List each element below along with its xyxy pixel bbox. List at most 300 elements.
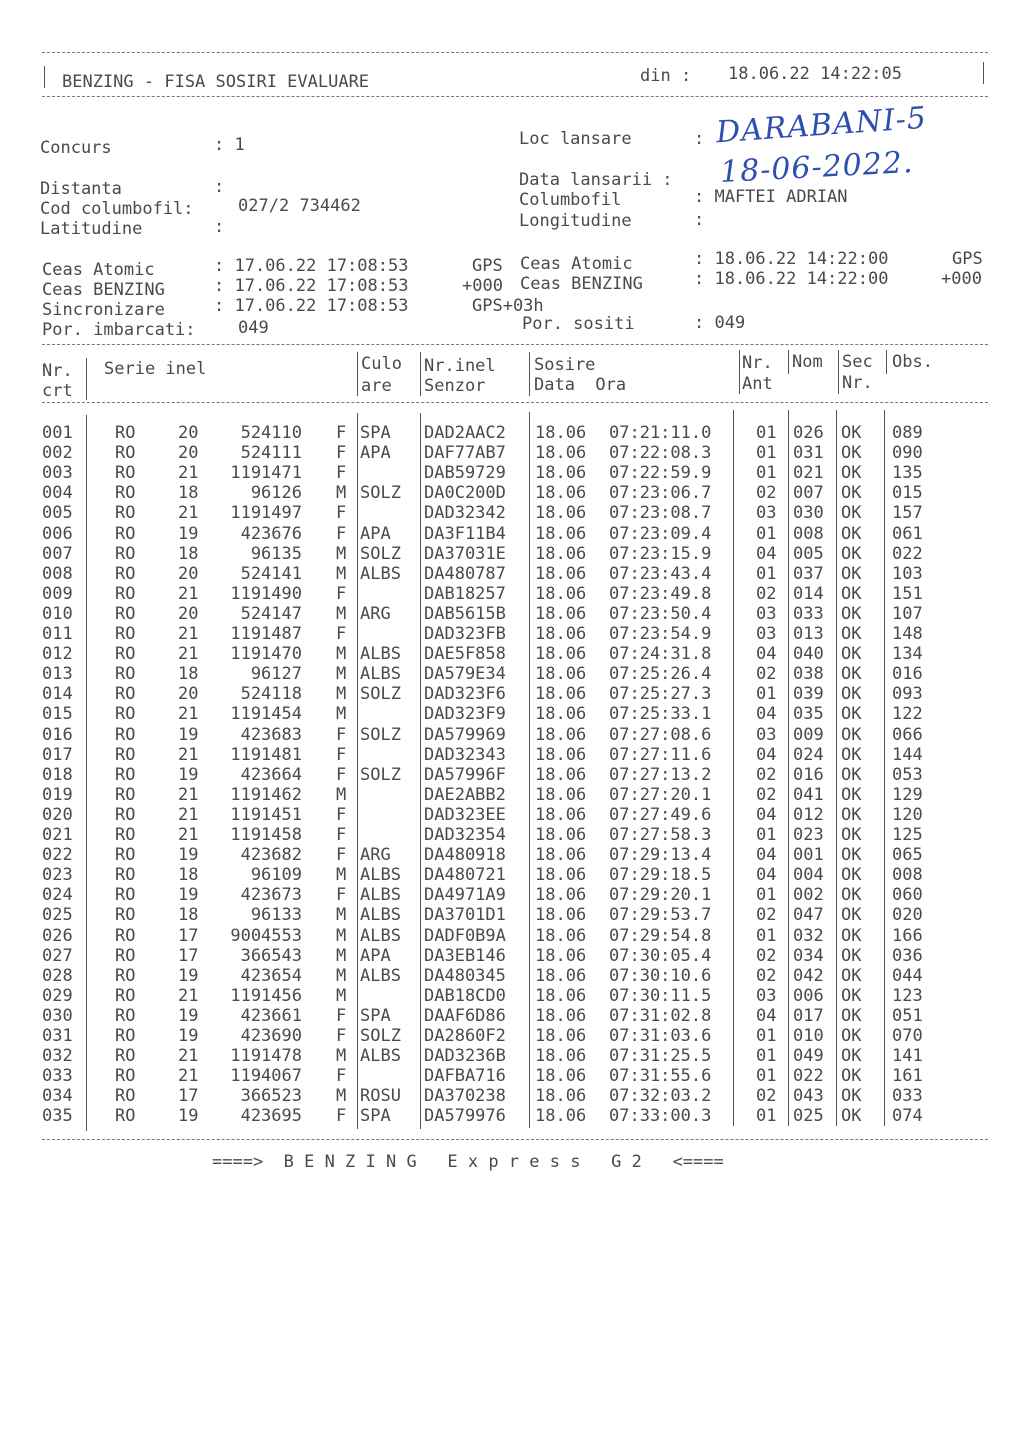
row-inel: 423664 xyxy=(240,764,302,785)
row-culoare: APA xyxy=(360,523,391,544)
row-data: 18.06 xyxy=(535,985,587,1006)
row-obs: 151 xyxy=(892,583,923,604)
row-tara: RO xyxy=(115,563,136,584)
row-culoare: ALBS xyxy=(360,905,401,926)
row-culoare: APA xyxy=(360,945,391,966)
row-sex: F xyxy=(336,463,347,484)
table-row xyxy=(42,604,982,624)
row-inel: 1191481 xyxy=(230,744,302,765)
row-ant: 02 xyxy=(756,1086,777,1107)
row-data: 18.06 xyxy=(535,644,587,665)
row-data: 18.06 xyxy=(535,1005,587,1026)
row-sec: OK xyxy=(841,624,862,644)
table-row xyxy=(42,584,982,604)
row-tara: RO xyxy=(115,724,136,745)
table-row xyxy=(42,503,982,523)
row-data: 18.06 xyxy=(535,764,587,785)
row-an: 21 xyxy=(178,503,199,524)
row-sex: M xyxy=(336,865,347,886)
col-sec-header-2: Nr. xyxy=(842,373,873,393)
row-ora: 07:23:54.9 xyxy=(609,624,712,644)
row-ora: 07:29:53.7 xyxy=(609,905,712,926)
table-row xyxy=(42,885,982,905)
row-ora: 07:31:25.5 xyxy=(609,1046,712,1067)
row-senzor: DA3EB146 xyxy=(424,945,506,966)
longitudine-label: Longitudine xyxy=(519,211,632,231)
row-data: 18.06 xyxy=(535,463,587,484)
row-obs: 016 xyxy=(892,664,923,685)
row-ant: 03 xyxy=(756,603,777,624)
table-row xyxy=(42,443,982,463)
row-ant: 04 xyxy=(756,704,777,725)
row-nr: 010 xyxy=(42,603,73,624)
row-inel: 423683 xyxy=(240,724,302,745)
row-ant: 01 xyxy=(756,825,777,845)
row-an: 18 xyxy=(178,543,199,564)
row-senzor: DA480918 xyxy=(424,845,506,866)
latitudine-value: : xyxy=(214,217,225,237)
row-tara: RO xyxy=(115,483,136,504)
row-senzor: DA0C200D xyxy=(424,483,506,504)
table-row xyxy=(42,524,982,544)
table-row xyxy=(42,684,982,704)
row-ora: 07:23:08.7 xyxy=(609,503,712,524)
row-obs: 051 xyxy=(892,1005,923,1026)
row-nom: 002 xyxy=(793,885,824,906)
row-inel: 96109 xyxy=(250,865,302,886)
row-an: 17 xyxy=(178,1086,199,1107)
row-inel: 524147 xyxy=(240,603,302,624)
row-obs: 120 xyxy=(892,804,923,825)
row-sex: M xyxy=(336,644,347,665)
row-sec: OK xyxy=(841,463,862,484)
row-sex: F xyxy=(336,1106,347,1127)
row-sec: OK xyxy=(841,784,862,805)
footer-text: ====> B E N Z I N G E x p r e s s G 2 <==== xyxy=(212,1152,724,1172)
row-data: 18.06 xyxy=(535,603,587,624)
row-nom: 005 xyxy=(793,543,824,564)
row-ant: 01 xyxy=(756,1046,777,1067)
row-ant: 01 xyxy=(756,1066,777,1087)
row-nom: 034 xyxy=(793,945,824,966)
row-ora: 07:22:08.3 xyxy=(609,443,712,464)
row-nom: 016 xyxy=(793,764,824,785)
row-data: 18.06 xyxy=(535,483,587,504)
row-nr: 028 xyxy=(42,965,73,986)
row-an: 21 xyxy=(178,784,199,805)
row-senzor: DAB18CD0 xyxy=(424,985,506,1006)
row-ora: 07:27:20.1 xyxy=(609,784,712,805)
row-culoare: ALBS xyxy=(360,644,401,665)
row-an: 18 xyxy=(178,905,199,926)
row-ora: 07:23:49.8 xyxy=(609,583,712,604)
row-nr: 001 xyxy=(42,423,73,443)
row-sec: OK xyxy=(841,563,862,584)
row-sec: OK xyxy=(841,644,862,665)
row-ant: 02 xyxy=(756,483,777,504)
row-nom: 032 xyxy=(793,925,824,946)
row-culoare: SPA xyxy=(360,423,391,443)
row-tara: RO xyxy=(115,804,136,825)
row-tara: RO xyxy=(115,443,136,464)
row-nr: 002 xyxy=(42,443,73,464)
row-an: 17 xyxy=(178,925,199,946)
row-an: 19 xyxy=(178,724,199,745)
row-obs: 033 xyxy=(892,1086,923,1107)
row-an: 19 xyxy=(178,523,199,544)
row-sec: OK xyxy=(841,704,862,725)
row-data: 18.06 xyxy=(535,583,587,604)
table-row xyxy=(42,483,982,503)
body-sep xyxy=(788,410,789,1126)
row-sec: OK xyxy=(841,724,862,745)
row-inel: 423695 xyxy=(240,1106,302,1127)
row-nom: 021 xyxy=(793,463,824,484)
row-inel: 524118 xyxy=(240,684,302,705)
header-sep xyxy=(838,350,839,394)
row-culoare: ALBS xyxy=(360,865,401,886)
ceas-atomic-right-suffix: GPS xyxy=(952,249,983,269)
body-sep xyxy=(836,410,837,1126)
row-ant: 02 xyxy=(756,764,777,785)
row-an: 17 xyxy=(178,945,199,966)
row-sex: F xyxy=(336,443,347,464)
row-data: 18.06 xyxy=(535,684,587,705)
row-sex: F xyxy=(336,1026,347,1046)
row-obs: 070 xyxy=(892,1026,923,1046)
row-an: 21 xyxy=(178,1046,199,1067)
row-sec: OK xyxy=(841,965,862,986)
row-ora: 07:29:20.1 xyxy=(609,885,712,906)
row-culoare: ROSU xyxy=(360,1086,401,1107)
row-data: 18.06 xyxy=(535,443,587,464)
table-row xyxy=(42,564,982,584)
ceas-benzing-right-suffix: +000 xyxy=(941,269,982,289)
row-ora: 07:25:26.4 xyxy=(609,664,712,685)
row-nom: 013 xyxy=(793,624,824,644)
row-sec: OK xyxy=(841,543,862,564)
row-nom: 047 xyxy=(793,905,824,926)
row-ant: 04 xyxy=(756,845,777,866)
row-an: 19 xyxy=(178,965,199,986)
ceas-benzing-value: : 17.06.22 17:08:53 xyxy=(214,276,409,296)
row-ant: 01 xyxy=(756,885,777,906)
row-sex: F xyxy=(336,583,347,604)
table-row xyxy=(42,704,982,724)
row-sex: F xyxy=(336,1066,347,1087)
row-senzor: DA579969 xyxy=(424,724,506,745)
row-sex: F xyxy=(336,744,347,765)
row-ora: 07:23:50.4 xyxy=(609,603,712,624)
header-sep xyxy=(739,350,740,394)
row-nr: 005 xyxy=(42,503,73,524)
row-obs: 144 xyxy=(892,744,923,765)
row-senzor: DAD323FB xyxy=(424,624,506,644)
row-nom: 039 xyxy=(793,684,824,705)
row-obs: 122 xyxy=(892,704,923,725)
row-senzor: DADF0B9A xyxy=(424,925,506,946)
row-an: 19 xyxy=(178,885,199,906)
row-tara: RO xyxy=(115,985,136,1006)
row-culoare: ALBS xyxy=(360,1046,401,1067)
row-an: 20 xyxy=(178,563,199,584)
row-obs: 015 xyxy=(892,483,923,504)
row-culoare: SPA xyxy=(360,1106,391,1127)
row-sec: OK xyxy=(841,423,862,443)
row-sex: M xyxy=(336,483,347,504)
row-ant: 01 xyxy=(756,523,777,544)
row-inel: 1191456 xyxy=(230,985,302,1006)
row-ant: 01 xyxy=(756,1106,777,1127)
row-an: 19 xyxy=(178,1026,199,1046)
row-sec: OK xyxy=(841,1106,862,1127)
row-obs: 093 xyxy=(892,684,923,705)
row-sec: OK xyxy=(841,1086,862,1107)
row-obs: 036 xyxy=(892,945,923,966)
row-tara: RO xyxy=(115,925,136,946)
row-nr: 009 xyxy=(42,583,73,604)
row-nom: 043 xyxy=(793,1086,824,1107)
row-culoare: ALBS xyxy=(360,563,401,584)
row-sex: M xyxy=(336,965,347,986)
row-obs: 134 xyxy=(892,644,923,665)
row-inel: 423654 xyxy=(240,965,302,986)
row-sex: M xyxy=(336,563,347,584)
table-row xyxy=(42,664,982,684)
table-row xyxy=(42,905,982,925)
row-nr: 031 xyxy=(42,1026,73,1046)
row-nr: 018 xyxy=(42,764,73,785)
row-nom: 022 xyxy=(793,1066,824,1087)
col-culoare-header-2: are xyxy=(361,376,392,396)
row-tara: RO xyxy=(115,624,136,644)
row-nom: 037 xyxy=(793,563,824,584)
row-inel: 9004553 xyxy=(230,925,302,946)
row-obs: 020 xyxy=(892,905,923,926)
concurs-label: Concurs xyxy=(40,138,112,158)
row-an: 20 xyxy=(178,423,199,443)
row-ora: 07:25:33.1 xyxy=(609,704,712,725)
row-obs: 053 xyxy=(892,764,923,785)
ceas-benzing-right-label: Ceas BENZING xyxy=(520,274,643,294)
row-nr: 007 xyxy=(42,543,73,564)
row-ant: 01 xyxy=(756,563,777,584)
header-sep xyxy=(357,352,358,396)
row-tara: RO xyxy=(115,503,136,524)
row-senzor: DAFBA716 xyxy=(424,1066,506,1087)
row-ora: 07:25:27.3 xyxy=(609,684,712,705)
row-sex: F xyxy=(336,523,347,544)
row-sec: OK xyxy=(841,825,862,845)
row-inel: 423676 xyxy=(240,523,302,544)
row-an: 21 xyxy=(178,804,199,825)
row-nr: 022 xyxy=(42,845,73,866)
row-obs: 089 xyxy=(892,423,923,443)
row-ora: 07:21:11.0 xyxy=(609,423,712,443)
row-data: 18.06 xyxy=(535,563,587,584)
row-nom: 049 xyxy=(793,1046,824,1067)
row-nom: 023 xyxy=(793,825,824,845)
row-culoare: SOLZ xyxy=(360,724,401,745)
row-data: 18.06 xyxy=(535,704,587,725)
row-ant: 02 xyxy=(756,664,777,685)
row-ora: 07:23:09.4 xyxy=(609,523,712,544)
cod-columbofil-value: 027/2 734462 xyxy=(238,196,361,216)
row-nom: 042 xyxy=(793,965,824,986)
ceas-atomic-label: Ceas Atomic xyxy=(42,260,155,280)
row-an: 20 xyxy=(178,684,199,705)
row-culoare: SPA xyxy=(360,1005,391,1026)
header-right-bar xyxy=(983,62,984,84)
table-row xyxy=(42,1006,982,1026)
row-ant: 03 xyxy=(756,985,777,1006)
row-sex: F xyxy=(336,885,347,906)
row-sec: OK xyxy=(841,443,862,464)
row-obs: 123 xyxy=(892,985,923,1006)
table-row xyxy=(42,926,982,946)
col-sosire-header-2: Data Ora xyxy=(534,375,627,395)
row-ora: 07:32:03.2 xyxy=(609,1086,712,1107)
row-nr: 017 xyxy=(42,744,73,765)
row-nom: 026 xyxy=(793,423,824,443)
row-an: 21 xyxy=(178,644,199,665)
row-tara: RO xyxy=(115,463,136,484)
row-inel: 1191490 xyxy=(230,583,302,604)
row-inel: 423673 xyxy=(240,885,302,906)
row-data: 18.06 xyxy=(535,965,587,986)
row-senzor: DAD32354 xyxy=(424,825,506,845)
table-row xyxy=(42,825,982,845)
row-ora: 07:31:02.8 xyxy=(609,1005,712,1026)
concurs-value: : 1 xyxy=(214,135,245,155)
row-obs: 148 xyxy=(892,624,923,644)
row-sec: OK xyxy=(841,1005,862,1026)
row-tara: RO xyxy=(115,1086,136,1107)
table-row xyxy=(42,966,982,986)
body-sep xyxy=(529,412,530,1128)
row-culoare: ALBS xyxy=(360,925,401,946)
row-sex: F xyxy=(336,764,347,785)
col-ant-header-2: Ant xyxy=(742,374,773,394)
row-nr: 029 xyxy=(42,985,73,1006)
row-sec: OK xyxy=(841,684,862,705)
table-bottom-border xyxy=(42,1139,988,1140)
row-an: 21 xyxy=(178,624,199,644)
body-sep xyxy=(357,413,358,1129)
row-inel: 1191487 xyxy=(230,624,302,644)
row-data: 18.06 xyxy=(535,945,587,966)
row-nom: 007 xyxy=(793,483,824,504)
report-date-label: din : xyxy=(640,66,692,86)
table-top-border xyxy=(42,344,988,345)
row-data: 18.06 xyxy=(535,885,587,906)
row-sex: M xyxy=(336,1086,347,1107)
row-sex: M xyxy=(336,543,347,564)
row-sex: F xyxy=(336,804,347,825)
header-sep xyxy=(788,350,789,374)
row-senzor: DA4971A9 xyxy=(424,885,506,906)
table-row xyxy=(42,1106,982,1126)
row-culoare: SOLZ xyxy=(360,543,401,564)
row-inel: 423661 xyxy=(240,1005,302,1026)
row-tara: RO xyxy=(115,1005,136,1026)
row-tara: RO xyxy=(115,945,136,966)
ceas-atomic-value: : 17.06.22 17:08:53 xyxy=(214,256,409,276)
loc-lansare-label: Loc lansare xyxy=(519,129,632,149)
cod-columbofil-label: Cod columbofil: xyxy=(40,199,194,219)
row-tara: RO xyxy=(115,1046,136,1067)
row-sex: F xyxy=(336,845,347,866)
table-row xyxy=(42,1086,982,1106)
row-ora: 07:29:13.4 xyxy=(609,845,712,866)
row-inel: 423690 xyxy=(240,1026,302,1046)
row-obs: 107 xyxy=(892,603,923,624)
row-nom: 024 xyxy=(793,744,824,765)
row-sec: OK xyxy=(841,845,862,866)
row-senzor: DA480787 xyxy=(424,563,506,584)
loc-lansare-colon: : xyxy=(694,129,705,149)
row-data: 18.06 xyxy=(535,784,587,805)
row-obs: 090 xyxy=(892,443,923,464)
row-culoare: ARG xyxy=(360,603,391,624)
row-data: 18.06 xyxy=(535,1026,587,1046)
col-obs-header: Obs. xyxy=(892,352,933,372)
row-inel: 1191470 xyxy=(230,644,302,665)
row-senzor: DAB5615B xyxy=(424,603,506,624)
row-ora: 07:27:58.3 xyxy=(609,825,712,845)
row-nom: 008 xyxy=(793,523,824,544)
row-senzor: DAB18257 xyxy=(424,583,506,604)
row-tara: RO xyxy=(115,423,136,443)
row-senzor: DAF77AB7 xyxy=(424,443,506,464)
sincronizare-value: : 17.06.22 17:08:53 xyxy=(214,296,409,316)
row-sex: M xyxy=(336,985,347,1006)
imbarcati-label: Por. imbarcati: xyxy=(42,320,196,340)
row-senzor: DAE5F858 xyxy=(424,644,506,665)
row-obs: 141 xyxy=(892,1046,923,1067)
row-ant: 03 xyxy=(756,724,777,745)
row-inel: 1191462 xyxy=(230,784,302,805)
row-nr: 020 xyxy=(42,804,73,825)
latitudine-label: Latitudine xyxy=(40,219,143,239)
row-nom: 040 xyxy=(793,644,824,665)
row-an: 18 xyxy=(178,664,199,685)
row-inel: 1191497 xyxy=(230,503,302,524)
row-senzor: DAD32342 xyxy=(424,503,506,524)
table-row xyxy=(42,946,982,966)
row-nom: 009 xyxy=(793,724,824,745)
table-row xyxy=(42,785,982,805)
table-row xyxy=(42,765,982,785)
row-inel: 524111 xyxy=(240,443,302,464)
row-nr: 021 xyxy=(42,825,73,845)
row-senzor: DAAF6D86 xyxy=(424,1005,506,1026)
row-sec: OK xyxy=(841,483,862,504)
row-nom: 004 xyxy=(793,865,824,886)
row-sex: M xyxy=(336,1046,347,1067)
row-ora: 07:27:49.6 xyxy=(609,804,712,825)
ceas-atomic-right-value: : 18.06.22 14:22:00 xyxy=(694,249,889,269)
header-sep xyxy=(529,352,530,396)
table-row xyxy=(42,624,982,644)
sincronizare-label: Sincronizare xyxy=(42,300,165,320)
table-row xyxy=(42,986,982,1006)
row-sex: M xyxy=(336,603,347,624)
row-ora: 07:24:31.8 xyxy=(609,644,712,665)
row-ant: 02 xyxy=(756,945,777,966)
col-ant-header: Nr. xyxy=(742,353,773,373)
row-tara: RO xyxy=(115,825,136,845)
